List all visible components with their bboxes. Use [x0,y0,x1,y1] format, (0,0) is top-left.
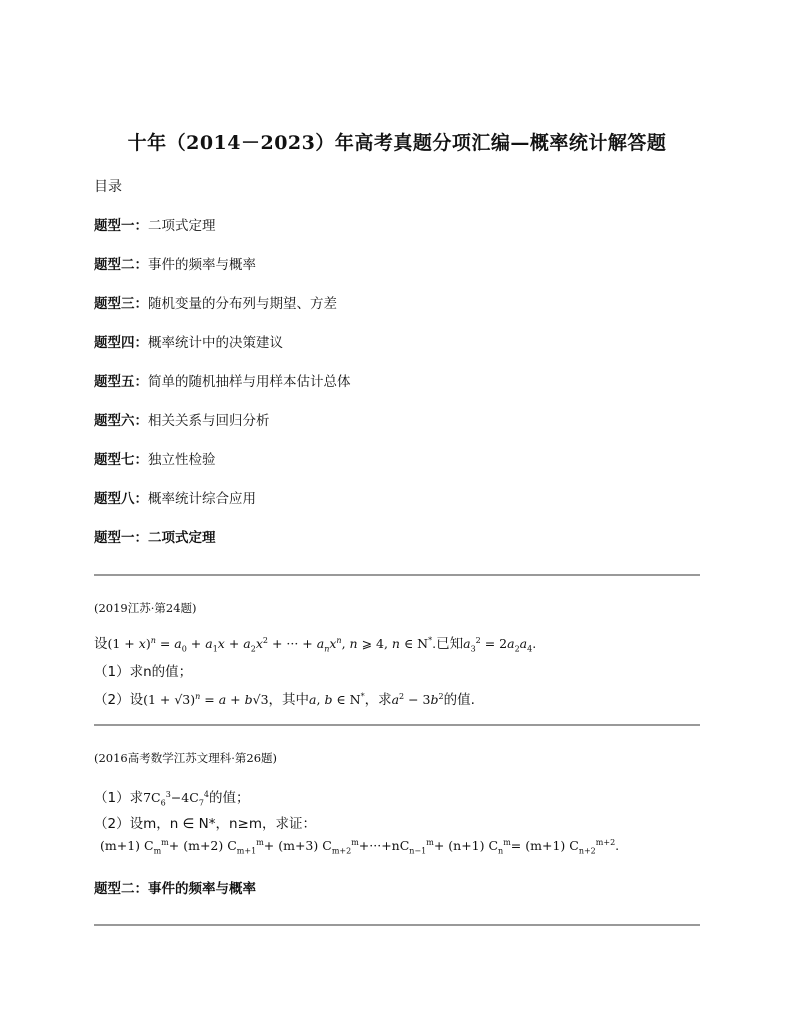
problem-part [94,688,475,708]
toc-label: 题型八： [94,491,148,507]
math-expression: $(1 + √3)^n = a + b√3$ [143,691,269,707]
toc-item[interactable] [94,214,216,234]
divider [94,574,700,576]
toc-text: 简单的随机抽样与用样本估计总体 [148,374,351,390]
math-expression: $7C_6^3-4C_7^4$ [143,789,209,808]
text: 设 [94,636,108,652]
toc-text: 二项式定理 [148,218,216,234]
divider [94,924,700,926]
toc-item[interactable] [94,448,216,468]
math-expression: $(1 + x)^n = a_0 + a_1x + a_2x^2$ + ··· + $a_nx^n$, n ⩾ 4, n ∈ N*. [107,635,437,654]
text: ，求 [364,692,392,708]
math-expression: a, b ∈ N* [309,691,365,707]
toc-label: 题型七： [94,452,148,468]
text: 的值； [209,790,250,806]
math-expression: (m+1) $C_m^m+ (m+2)$ $C_{m+1}^m+ (m+3)$ $C_{m+2}^m+\cdot\cdot\cdot+nC_{n-1}^m+ (n+1)$ $C_n^m= (m+1)$ $C_{n+2}^{m+2}$. [100,838,620,856]
problem-part: （2）设m，n ∈ N*，n≥m，求证： [94,816,317,832]
text: ，其中 [268,692,310,708]
page-title: 十年（2014－2023）年高考真题分项汇编—概率统计解答题 [127,132,667,154]
toc-item[interactable] [94,370,351,390]
toc-heading: 目录 [94,179,122,195]
toc-item[interactable] [94,331,283,351]
problem-part: （1）求n的值； [94,664,193,680]
toc-text: 概率统计综合应用 [148,491,256,507]
math-identity [100,838,619,856]
section-heading: 题型二：事件的频率与概率 [94,881,256,897]
toc-text: 事件的频率与概率 [148,257,256,273]
toc-label: 题型五： [94,374,148,390]
toc-item[interactable] [94,292,337,312]
toc-label: 题型四： [94,335,148,351]
math-expression: $a^2 - 3b^2$ [391,691,444,707]
toc-label: 题型二： [94,257,148,273]
toc-text: 概率统计中的决策建议 [148,335,283,351]
divider [94,724,700,726]
toc-label: 题型一： [94,218,148,234]
toc-text: 独立性检验 [148,452,216,468]
toc-item[interactable] [94,409,270,429]
toc-item[interactable] [94,253,256,273]
text: 已知 [436,636,464,652]
text: （1）求 [94,790,144,806]
problem-part [94,786,250,808]
problem-source: (2016高考数学江苏文理科·第26题) [94,751,278,765]
toc-label: 题型三： [94,296,148,312]
problem-source: (2019江苏·第24题) [94,601,197,615]
section-heading: 题型一：二项式定理 [94,530,216,546]
toc-label: 题型六： [94,413,148,429]
math-expression: $a_3^2 = 2a_2a_4$. [463,635,537,654]
toc-text: 相关关系与回归分析 [148,413,270,429]
text: 的值. [443,692,475,708]
toc-text: 随机变量的分布列与期望、方差 [148,296,337,312]
text: （2）设 [94,692,144,708]
toc-item[interactable] [94,487,256,507]
problem-statement [94,632,536,654]
